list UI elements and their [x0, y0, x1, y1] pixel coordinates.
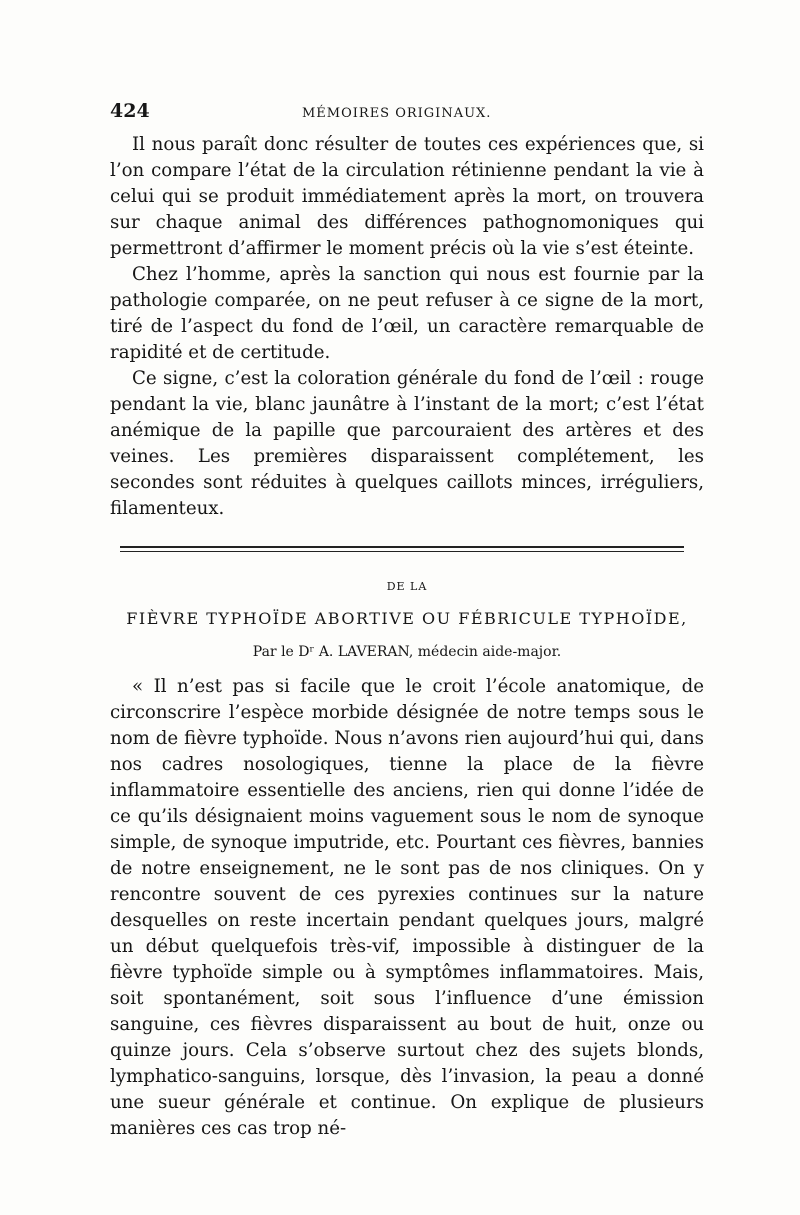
paragraph-coloration: Ce signe, c’est la coloration générale du fond de l’œil : rouge pendant la vie, blanc jaunâtre à l’instant de la mort; c’est l’état anémique de la papille que parcouraient des artères et des veines. Les premières disparaissent complétement, les secondes sont réduites à quelques caillots minces, irréguliers, filamenteux. [110, 368, 704, 519]
article-opening-quote: « Il n’est pas si facile que le croit l’école anatomique, de circonscrire l’espèce morbide désignée de notre temps sous le nom de fièvre typhoïde. Nous n’avons rien aujourd’hui qui, dans nos cadres nosologiques, tienne la place de la fièvre inflammatoire essentielle des anciens, rien qui donne l’idée de ce qu’ils désignaient moins vaguement sous le nom de synoque simple, de synoque imputride, etc. Pourtant ces fièvres, bannies de notre enseignement, ne le sont pas de nos cliniques. On y rencontre souvent de ces pyrexies continues sur la nature desquelles on reste incertain pendant quelques jours, malgré un début quelquefois très-vif, impossible à distinguer de la fièvre typhoïde simple ou à symptômes inflammatoires. Mais, soit spontanément, soit sous l’influence d’une émission sanguine, ces fièvres disparaissent au bout de huit, onze ou quinze jours. Cela s’observe surtout chez des sujets blonds, lymphatico-sanguins, lorsque, dès l’invasion, la peau a donné une sueur générale et continue. On explique de plusieurs manières ces cas trop né- [110, 676, 704, 1139]
article-title: FIÈVRE TYPHOÏDE ABORTIVE OU FÉBRICULE TYPHOÏDE, [126, 609, 688, 628]
article-byline: Par le Dʳ A. LAVERAN, médecin aide-major. [252, 644, 562, 660]
article-kicker: DE LA [386, 580, 428, 593]
paragraph-human-sign: Chez l’homme, après la sanction qui nous est fournie par la pathologie comparée, on ne peut refuser à ce signe de la mort, tiré de l’aspect du fond de l’œil, un caractère remarquable de rapidité et de certitude. [110, 264, 704, 363]
paragraph-conclusion: Il nous paraît donc résulter de toutes ces expériences que, si l’on compare l’état de la circulation rétinienne pendant la vie à celui qui se produit immédiatement après la mort, on trouvera sur chaque animal des différences pathognomoniques qui permettront d’affirmer le moment précis où la vie s’est éteinte. [110, 134, 704, 259]
page-number: 424 [110, 100, 150, 122]
page-header [110, 100, 704, 128]
running-head: MÉMOIRES ORIGINAUX. [302, 106, 492, 121]
section-divider-rule [120, 546, 684, 552]
